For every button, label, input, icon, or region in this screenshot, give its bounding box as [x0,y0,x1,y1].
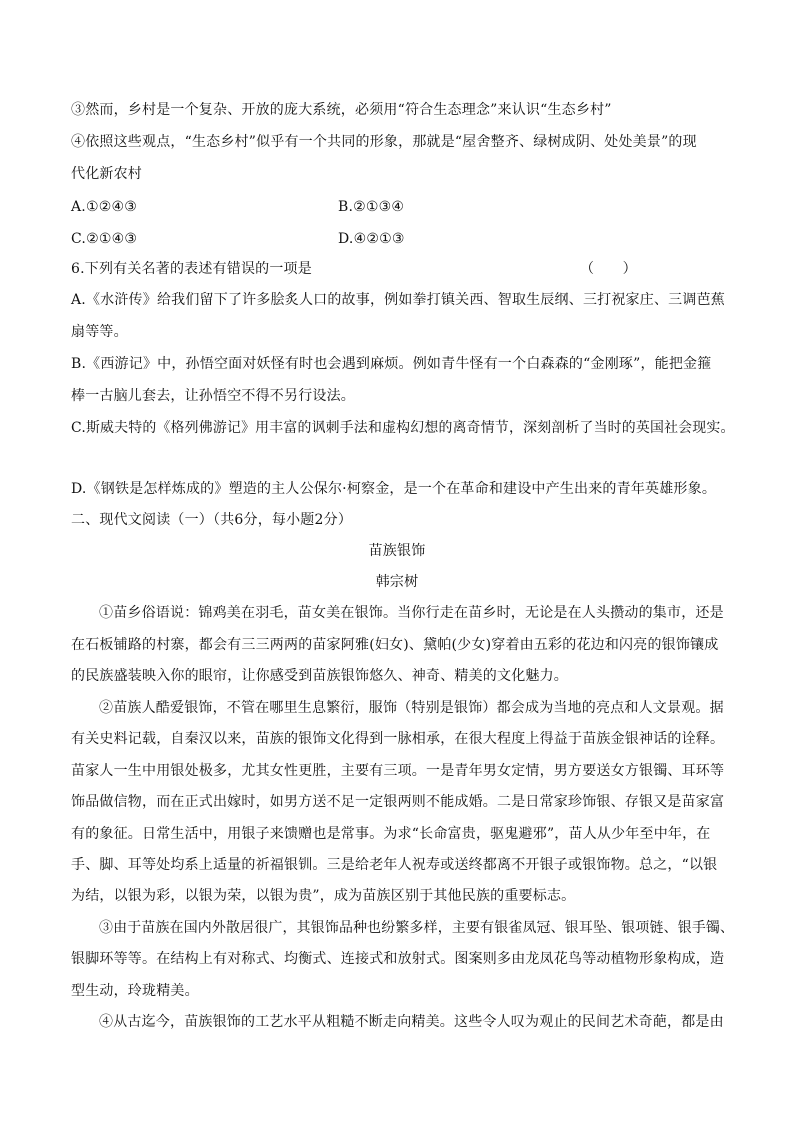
p3-line: ③由于苗族在国内外散居很广，其银饰品种也纷繁多样，主要有银雀凤冠、银耳坠、银项链、银手镯、 [99,920,735,936]
q5-option-d: D.④②①③ [338,231,405,247]
q5-item-3: ③然而，乡村是一个复杂、开放的庞大系统，必须用“符合生态理念”来认识“生态乡村” [71,102,612,118]
p2-line: 苗家人一生中用银处极多，尤其女性更胜，主要有三项。一是青年男女定情，男方要送女方银镯、耳环等 [71,763,725,779]
p2-line: 手、脚、耳等处均系上适量的祈福银钏。三是给老年人祝寿或送终都离不开银子或银饰物。总之，“以银 [71,857,718,873]
article-author: 韩宗树 [375,574,419,590]
p1-line: 的民族盛装映入你的眼帘，让你感受到苗族银饰悠久、神奇、精美的文化魅力。 [71,668,568,684]
q6-option-d: D.《钢铁是怎样炼成的》塑造的主人公保尔·柯察金，是一个在革命和建设中产生出来的青年英雄形象。 [71,481,717,497]
p2-line: 有关史料记载，自秦汉以来，苗族的银饰文化得到一脉相承，在很大程度上得益于苗族金银神话的诠释。 [71,731,725,747]
q5-option-c: C.②①④③ [71,231,138,247]
q5-item-4-line-2: 代化新农村 [71,166,142,182]
q5-item-4-line-1: ④依照这些观点，“生态乡村”似乎有一个共同的形象，那就是“屋舍整齐、绿树成阴、处处美景”的现 [71,134,697,150]
q6-option-a-line-2: 扇等等。 [71,324,128,340]
p2-line: 有的象征。日常生活中，用银子来馈赠也是常事。为求“长命富贵，驱鬼避邪”，苗人从少年至中年，在 [71,826,711,842]
p1-line: 在石板铺路的村寨，都会有三三两两的苗家阿雅(妇女)、黛帕(少女)穿着由五彩的花边和闪亮的银饰镶成 [71,637,719,653]
p2-line: 为结，以银为彩，以银为荣，以银为贵”，成为苗族区别于其他民族的重要标志。 [71,888,576,904]
q6-option-b-line-2: 棒一古脑儿套去，让孙悟空不得不另行设法。 [71,388,355,404]
q5-option-b: B.②①③④ [338,199,405,215]
q6-option-b-line-1: B.《西游记》中，孙悟空面对妖怪有时也会遇到麻烦。例如青牛怪有一个白森森的“金刚琢”，能把金箍 [71,356,712,372]
q6-stem: 6.下列有关名著的表述有错误的一项是 [71,261,312,277]
p2-line: 饰品做信物，而在正式出嫁时，如男方送不足一定银两则不能成婚。二是日常家珍饰银、存银又是苗家富 [71,794,725,810]
section-heading: 二、现代文阅读（一）（共6分，每小题2分） [71,512,353,528]
q6-option-c: C.斯威夫特的《格列佛游记》用丰富的讽刺手法和虚构幻想的离奇情节，深刻剖析了当时的英国社会现实。 [71,420,735,436]
p3-line: 银脚环等等。在结构上有对称式、均衡式、连接式和放射式。图案则多由龙凤花鸟等动植物形象构成，造 [71,951,725,967]
article-title: 苗族银饰 [368,543,426,559]
p3-line: 型生动，玲珑精美。 [71,983,199,999]
p2-line: ②苗族人酷爱银饰，不管在哪里生息繁衍，服饰（特别是银饰）都会成为当地的亮点和人文景观。据 [99,700,724,716]
q6-answer-bracket: （ ） [580,261,637,277]
q5-option-a: A.①②④③ [71,199,137,215]
p1-line: ①苗乡俗语说：锦鸡美在羽毛，苗女美在银饰。当你行走在苗乡时，无论是在人头攒动的集市，还是 [99,605,724,621]
p4-line: ④从古迄今，苗族银饰的工艺水平从粗糙不断走向精美。这些令人叹为观止的民间艺术奇葩，都是由 [99,1014,724,1030]
q6-option-a-line-1: A.《水浒传》给我们留下了许多脍炙人口的故事，例如拳打镇关西、智取生辰纲、三打祝家庄、三调芭蕉 [71,292,725,308]
